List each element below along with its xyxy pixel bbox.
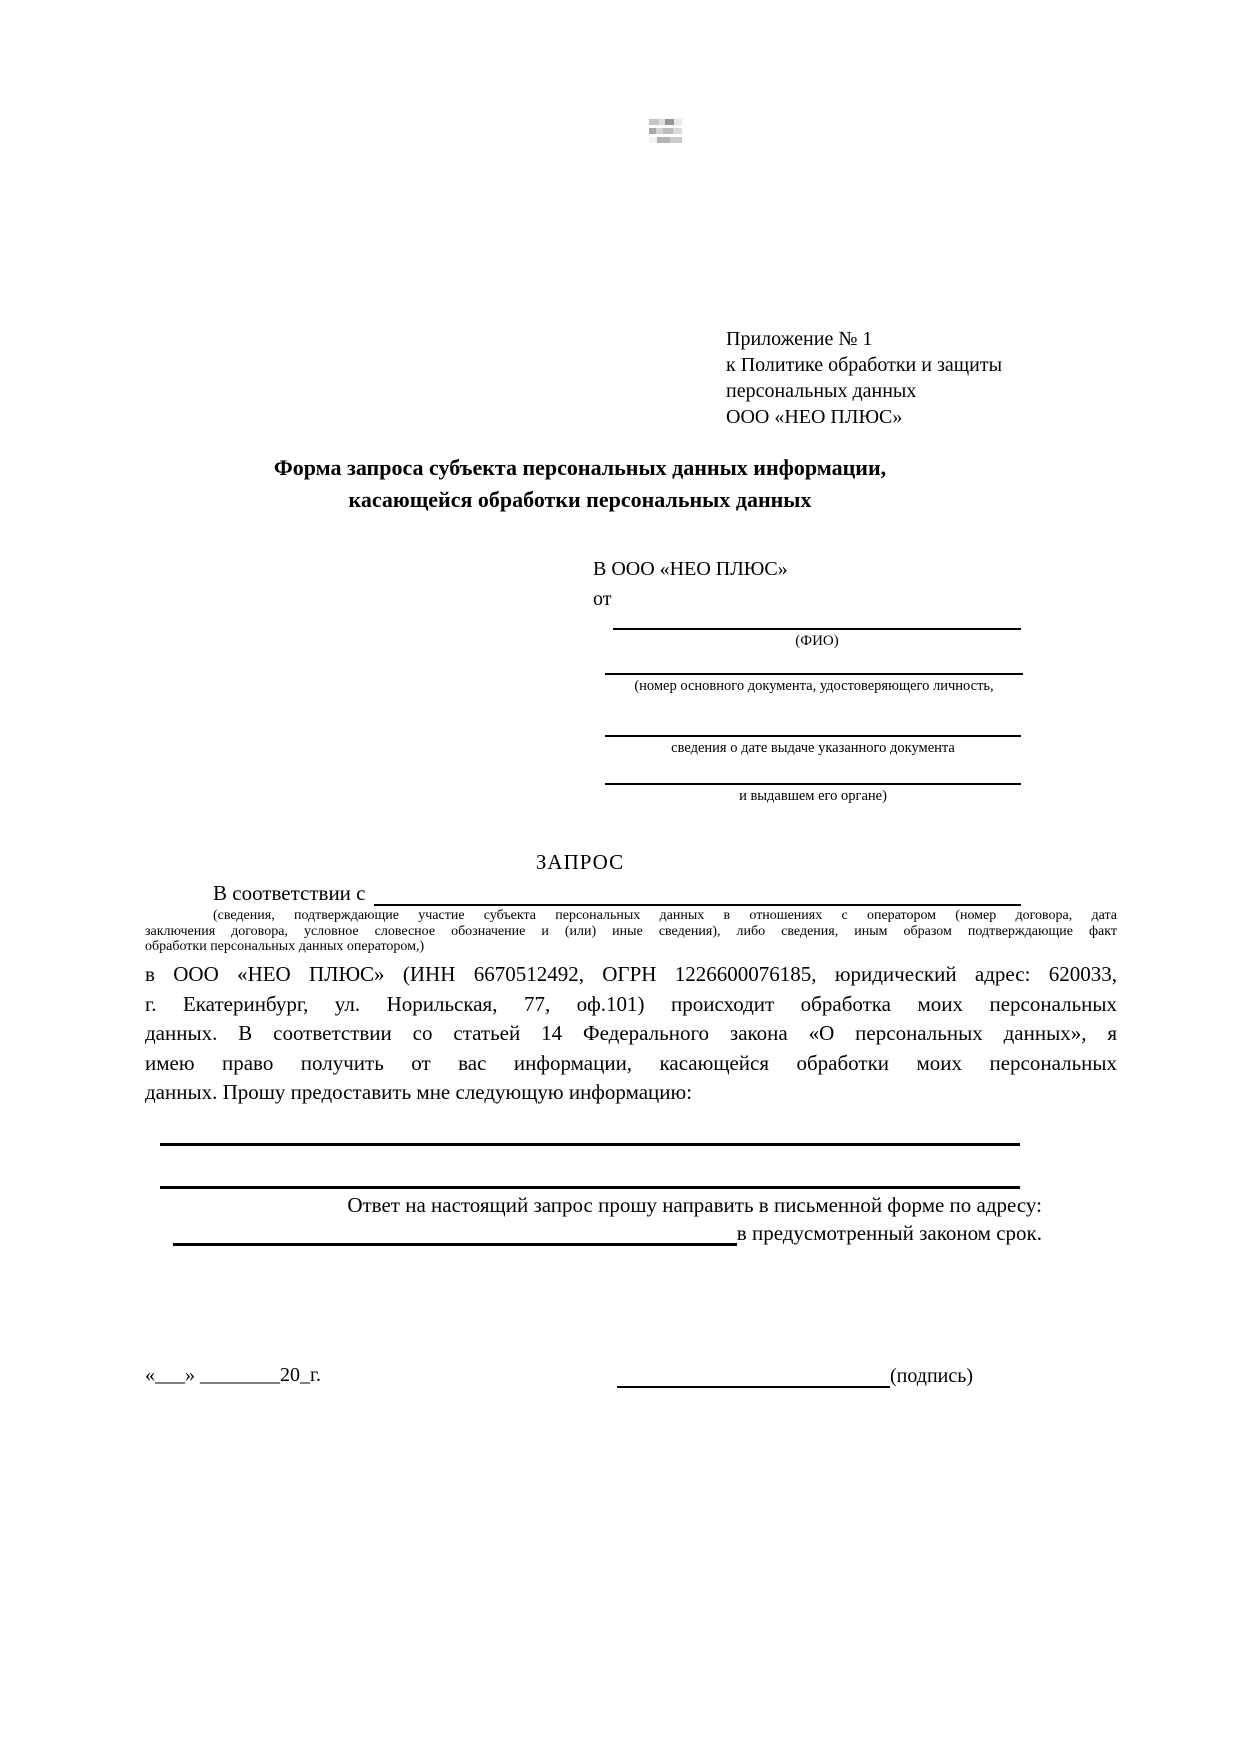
request-heading: ЗАПРОС xyxy=(535,850,625,874)
document-number-blank-line xyxy=(605,645,1023,675)
reply-address-line xyxy=(173,1220,1042,1246)
issue-date-blank-line xyxy=(605,707,1021,737)
intro-blank-line xyxy=(374,878,1022,906)
signature-line xyxy=(617,1344,973,1388)
body-line: данных. Прошу предоставить мне следующую информацию: xyxy=(145,1080,693,1104)
logo-stripe xyxy=(649,137,682,143)
body-line: в ООО «НЕО ПЛЮС» (ИНН 6670512492, ОГРН 1226600076185, юридический адрес: 620033, xyxy=(145,962,1117,986)
annex-line: к Политике обработки и защиты xyxy=(726,354,1003,376)
annex-reference-block xyxy=(726,326,1002,430)
annex-line: персональных данных xyxy=(726,380,917,402)
addressee-from-label: от xyxy=(593,588,612,610)
logo-stripe xyxy=(649,128,682,134)
body-line: имею право получить от вас информации, касающейся обработки моих персональных xyxy=(145,1050,1117,1075)
issuing-authority-caption: и выдавшем его органе) xyxy=(739,788,887,804)
addressee-to: В ООО «НЕО ПЛЮС» xyxy=(593,558,788,580)
information-blank-line xyxy=(160,1143,1020,1146)
form-title-line: касающейся обработки персональных данных xyxy=(348,487,812,512)
date-line: «___» ________20_г. xyxy=(145,1364,321,1386)
footnote-line: заключения договора, условное словесное обозначение и (или) иные сведения), либо сведения, иным образом подтверждающие факт xyxy=(145,923,1117,939)
reply-instruction: Ответ на настоящий запрос прошу направить в письменной форме по адресу: xyxy=(347,1193,1042,1217)
annex-line: ООО «НЕО ПЛЮС» xyxy=(726,406,903,428)
annex-line: Приложение № 1 xyxy=(726,328,873,350)
issue-date-caption: сведения о дате выдаче указанного документа xyxy=(671,740,955,756)
fio-caption: (ФИО) xyxy=(795,633,839,649)
footnote xyxy=(145,908,1117,955)
document-number-caption: (номер основного документа, удостоверяющего личность, xyxy=(634,678,994,694)
issuing-authority-blank-line xyxy=(605,755,1021,785)
body-paragraph xyxy=(145,960,1117,1108)
intro-line xyxy=(213,880,1021,906)
form-title xyxy=(130,452,1030,516)
body-line: данных. В соответствии со статьей 14 Федерального закона «О персональных данных», я xyxy=(145,1021,1117,1045)
form-title-line: Форма запроса субъекта персональных данных информации, xyxy=(273,455,887,480)
blurred-logo-icon xyxy=(649,119,682,143)
body-line: г. Екатеринбург, ул. Норильская, 77, оф.101) происходит обработка моих персональных xyxy=(145,991,1117,1016)
information-blank-line xyxy=(160,1186,1020,1189)
signature-caption: (подпись) xyxy=(890,1365,974,1387)
intro-prefix: В соответствии с xyxy=(213,881,366,905)
footnote-line: обработки персональных данных оператором,) xyxy=(145,939,425,954)
footnote-line: (сведения, подтверждающие участие субъекта персональных данных в отношениях с оператором (номер договора, дата xyxy=(213,908,1117,923)
logo-stripe xyxy=(649,119,682,125)
address-blank-line xyxy=(173,1217,737,1246)
fio-blank-line xyxy=(613,600,1021,630)
reply-suffix: в предусмотренный законом срок. xyxy=(736,1221,1042,1245)
signature-blank-line xyxy=(617,1342,890,1388)
